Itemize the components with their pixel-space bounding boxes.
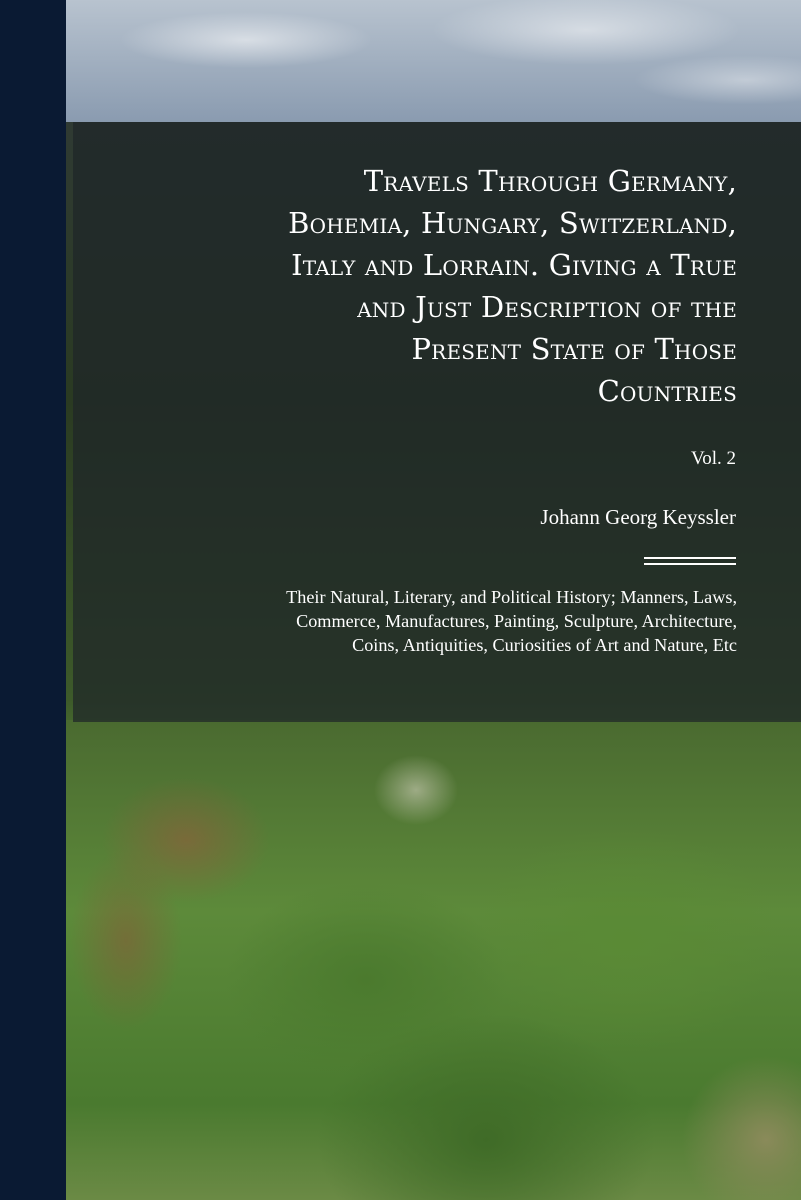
book-subtitle: Their Natural, Literary, and Political History; Manners, Laws, Commerce, Manufactures, Painting, Sculpture, Architecture, Coins, Antiquities, Curiosities of Art and Nature, Etc [286, 587, 737, 655]
forest-village-landscape [66, 720, 801, 1200]
title-panel [73, 122, 801, 722]
volume-label: Vol. 2 [690, 448, 736, 469]
book-title: Travels Through Germany, Bohemia, Hungary, Switzerland, Italy and Lorrain. Giving a True and Just Description of the Present State of Those Countries [288, 164, 737, 408]
cover-spine [0, 0, 66, 1200]
author-name: Johann Georg Keyssler [540, 505, 736, 529]
decorative-divider [644, 557, 736, 569]
sky-background [66, 0, 801, 122]
